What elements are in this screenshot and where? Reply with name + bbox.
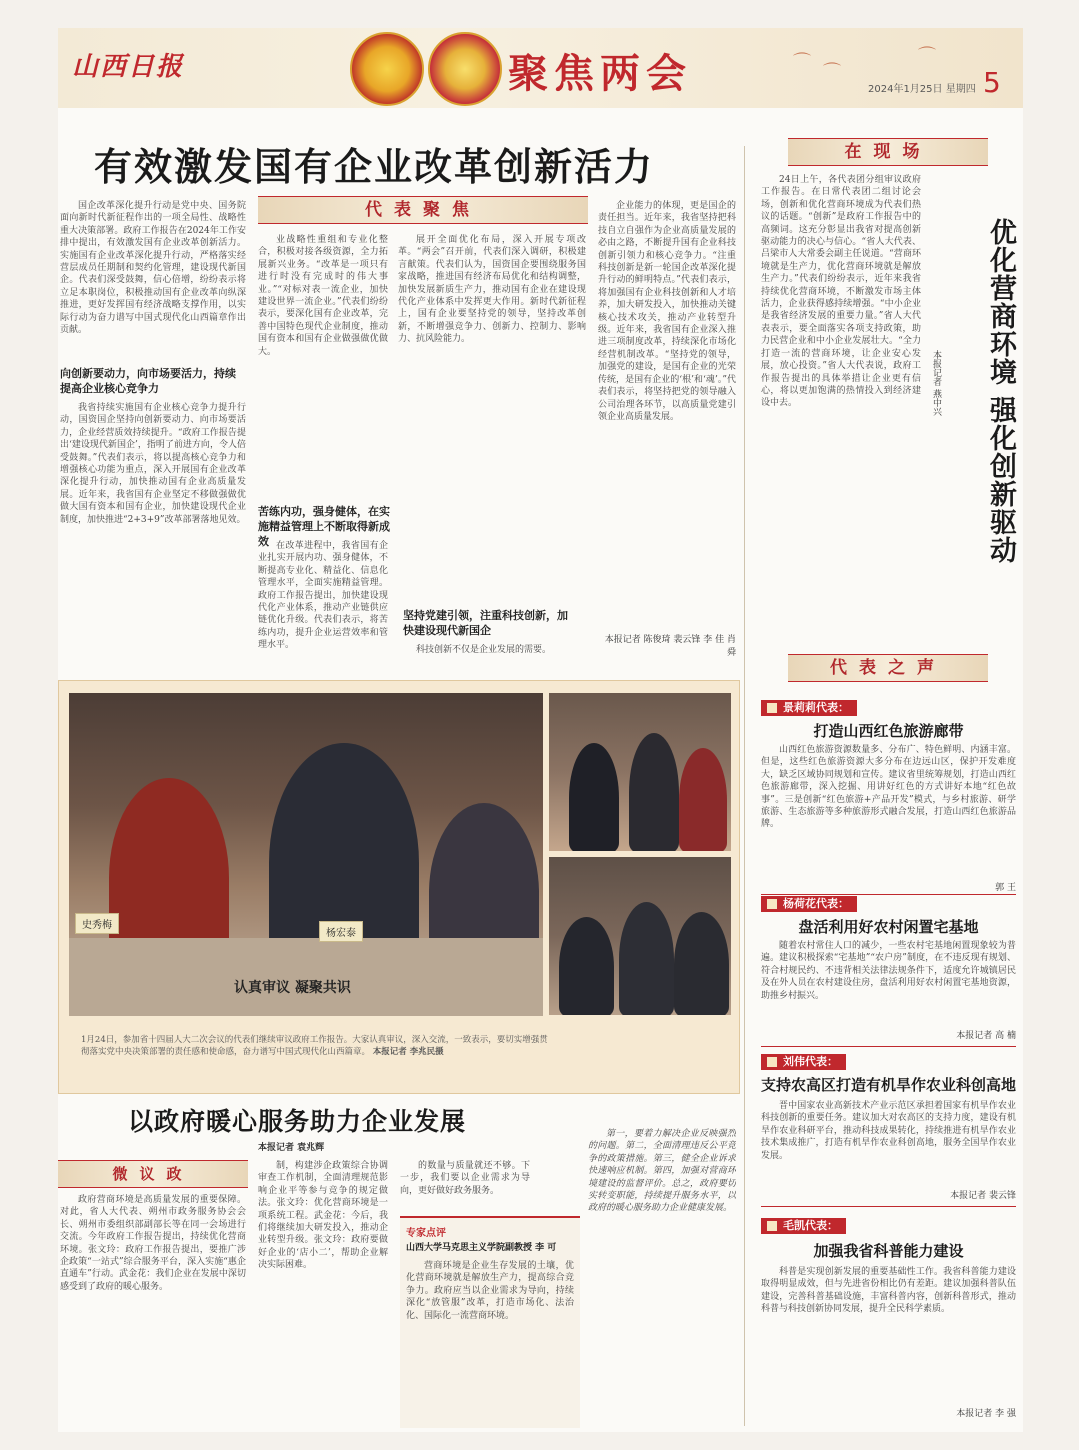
rep-byline: 郭 王 xyxy=(995,883,1016,893)
article-column-1b xyxy=(60,402,246,672)
newspaper-logo: 山西日报 xyxy=(72,52,185,82)
bottom-byline: 本报记者 袁兆辉 xyxy=(258,1143,325,1153)
name-card: 史秀梅 xyxy=(75,913,119,934)
paragraph: 营商环境是企业生存发展的土壤，优化营商环境就是解放生产力，提高综合竞争力。政府应当以企业需求为导向，持续深化“放管服”改革，打造市场化、法治化、国际化一流营商环境。 xyxy=(406,1261,574,1321)
cppcc-emblem-icon xyxy=(428,32,502,106)
delegate-figure xyxy=(569,743,619,851)
rep-byline: 本报记者 高 楠 xyxy=(956,1031,1016,1041)
inset-photo-1 xyxy=(549,693,731,851)
subheading-1: 向创新要动力，向市场要活力，持续提高企业核心竞争力 xyxy=(60,367,236,395)
rep-label: 刘伟代表： xyxy=(761,1054,846,1070)
delegate-figure xyxy=(559,917,614,1015)
expert-comment-title: 专家点评 xyxy=(406,1228,446,1239)
delegate-figure xyxy=(674,912,729,1015)
delegate-figure xyxy=(619,902,674,1015)
paragraph: 业战略性重组和专业化整合，积极对接各级资源，全力拓展新兴业务。“改革是一项只有进行时没有完成时的伟大事业。”“对标对表一流企业，加快建设世界一流企业。”代表们纷纷表示，要深化国有企业改革，完善中国特色现代企业制度，推动国有资本和国有企业做强做优做大。 xyxy=(258,235,388,357)
paragraph: 第一，要着力解决企业反映强烈的问题。第二，全面清理违反公平竞争的政策措施。第三，健全企业诉求快速响应机制。第四，加强对营商环境建设的监督评价。总之，政府要切实转变职能，持续提升服务水平，以政府的暖心服务助力企业健康发展。 xyxy=(588,1129,736,1214)
divider xyxy=(761,1206,1016,1207)
rep-text xyxy=(761,1100,1016,1184)
expert-comment-text xyxy=(406,1260,574,1420)
subheading-3: 坚持党建引领，注重科技创新，加快建设现代新国企 xyxy=(403,609,568,637)
photo-caption-title: 认真审议 凝聚共识 xyxy=(234,980,351,996)
rep-title: 盘活利用好农村闲置宅基地 xyxy=(798,918,979,936)
paragraph: 晋中国家农业高新技术产业示范区承担着国家有机旱作农业科技创新的重要任务。建议加大对农高区的支持力度，建设有机旱作农业科研平台，推动科技成果转化，持续推进有机旱作农业技术集成推广，打造有机旱作农业科创高地，服务全国旱作农业发展。 xyxy=(761,1101,1016,1161)
photo-caption xyxy=(81,1034,551,1058)
rep-title: 加强我省科普能力建设 xyxy=(813,1242,964,1260)
paragraph: 制，构建涉企政策综合协调审查工作机制，全面清理规范影响企业平等参与竞争的规定做法。张文玲：优化营商环境是一项系统工程。武金花：今后，我们将继续加大研发投入，推动企业转型升级。张文玲：政府要做好企业的‘店小二’，帮助企业解决实际困难。 xyxy=(258,1161,388,1271)
article-column-3 xyxy=(398,234,586,619)
divider xyxy=(761,894,1016,895)
expert-author: 山西大学马克思主义学院副教授 李 可 xyxy=(406,1243,557,1253)
bird-icon: ⌒ xyxy=(823,62,841,83)
paragraph: 科技创新不仅是企业发展的需要。 xyxy=(416,645,552,655)
paragraph: 随着农村常住人口的减少，一些农村宅基地闲置现象较为普遍。建议积极探索“宅基地”“农户房”制度，在不违反现有规划、符合村规民约、不违背相关法律法规条件下，适度允许城镇居民及在外人员在农村建设住房，盘活利用好农村闲置宅基地资源，助推乡村振兴。 xyxy=(761,941,1016,1001)
photo-credit: 本报记者 李兆民摄 xyxy=(372,1047,444,1057)
main-photo xyxy=(69,693,543,1016)
section-tag-daibiao-jujiao: 代表聚焦 xyxy=(258,196,588,224)
paragraph: 企业能力的体现，更是国企的责任担当。近年来，我省坚持把科技自立自强作为企业高质量发展的必由之路，不断提升国有企业科技创新引领力和核心竞争力。“注重科技创新是新一轮国企改革深化提升行动的鲜明特点。”代表们表示，将加强国有企业科技创新和人才培养，加大研发投入，加快推动关键核心技术攻关，推动产业转型升级。近年来，我省国有企业深入推进三项制度改革，持续深化市场化经营机制改革。“坚持党的领导，加强党的建设，是国有企业的光荣传统，是国有企业的‘根’和‘魂’。”代表们表示，将坚持把党的领导融入公司治理各环节，以高质量党建引领企业高质量发展。 xyxy=(598,201,736,422)
bird-icon: ⌒ xyxy=(918,46,936,67)
masthead xyxy=(58,28,1023,108)
sidebar-article-text xyxy=(761,174,921,646)
caption-text: 1月24日，参加省十四届人大二次会议的代表们继续审议政府工作报告。大家认真审议，深入交流，一致表示，要切实增强贯彻落实党中央决策部署的责任感和使命感，奋力谱写中国式现代化山西篇章。 xyxy=(81,1035,548,1057)
paragraph: 科普是实现创新发展的重要基础性工作。我省科普能力建设取得明显成效，但与先进省份相比仍有差距。建议加强科普队伍建设，完善科普基础设施，丰富科普内容，创新科普形式，推动科普与科技创新协同发展，提升全民科学素质。 xyxy=(761,1267,1016,1315)
sidebar-vertical-byline: 本报记者 燕中兴 xyxy=(931,350,941,416)
bottom-column-3 xyxy=(400,1160,530,1212)
article-column-1 xyxy=(60,200,246,360)
rep-label: 景莉莉代表： xyxy=(761,700,857,716)
article-column-2 xyxy=(258,234,388,502)
inset-photo-2 xyxy=(549,857,731,1015)
bird-icon: ⌒ xyxy=(793,52,811,73)
article-byline: 本报记者 陈俊琦 裴云锋 李 佳 肖 舜 xyxy=(604,635,736,658)
article-column-2b xyxy=(258,540,388,672)
delegate-figure xyxy=(679,748,727,851)
divider xyxy=(761,1046,1016,1047)
rep-label: 毛凯代表： xyxy=(761,1218,846,1234)
main-headline: 有效激发国有企业改革创新活力 xyxy=(94,145,655,189)
section-tag-daibiao-zhisheng: 代表之声 xyxy=(788,654,988,682)
paragraph: 在改革进程中，我省国有企业扎实开展内功、强身健体，不断提高专业化、精益化、信息化管理水平，全面实施精益管理。政府工作报告提出，加快建设现代化产业体系，推动产业链供应链优化升级。代表们表示，将苦练内功，提升企业运营效率和管理水平。 xyxy=(258,541,388,651)
sidebar-vertical-headline: 优化营商环境 强化创新驱动 xyxy=(985,218,1016,565)
expert-comment-box xyxy=(400,1216,580,1428)
rep-byline: 本报记者 裴云锋 xyxy=(950,1191,1016,1201)
rep-text xyxy=(761,744,1016,876)
rep-text xyxy=(761,1266,1016,1398)
bottom-headline: 以政府暖心服务助力企业发展 xyxy=(128,1107,467,1136)
section-tag-zaixianchang: 在现场 xyxy=(788,138,988,166)
rep-byline: 本报记者 李 强 xyxy=(956,1409,1016,1419)
paragraph: 国企改革深化提升行动是党中央、国务院面向新时代新征程作出的一项全局性、战略性重大决策部署。政府工作报告在2024年工作安排中提出，有效激发国有企业改革创新活力。实施国有企业改革深化提升行动，严格落实经营层成员任期制和契约化管理，建设现代新国企。代表们深受鼓舞，信心倍增，纷纷表示将立足本职岗位，积极推动国有企业改革向纵深推进，更好发挥国有经济战略支撑作用，以实际行动为奋力谱写中国式现代化山西篇章作出贡献。 xyxy=(60,201,246,336)
photo-feature xyxy=(58,680,740,1094)
delegate-figure xyxy=(629,733,679,851)
article-column-4 xyxy=(598,200,736,630)
section-tag-weiyizheng: 微议政 xyxy=(58,1160,248,1188)
rep-text xyxy=(761,940,1016,1024)
column-divider xyxy=(744,146,745,1426)
page-number: 5 xyxy=(983,66,1001,99)
rep-title: 支持农高区打造有机旱作农业科创高地 xyxy=(761,1076,1017,1094)
rep-label: 杨荷花代表： xyxy=(761,896,857,912)
bottom-column-4 xyxy=(588,1128,736,1424)
subheading-2: 苦练内功，强身健体，在实施精益管理上不断取得新成效 xyxy=(258,505,390,548)
bottom-column-1 xyxy=(60,1194,246,1424)
paragraph: 24日上午，各代表团分组审议政府工作报告。在日常代表团二组讨论会场，创新和优化营商环境成为代表们热议的话题。“创新”是政府工作报告中的高频词。这充分彰显出我省对提高创新驱动能力的决心与信心。“省人大代表、吕梁市人大常委会副主任说道。“营商环境就是生产力，优化营商环境就是解放生产力。”代表们纷纷表示，近年来我省持续优化营商环境，不断激发市场主体活力，企业获得感持续增强。“中小企业是我省经济发展的重要力量。”省人大代表表示，要全面落实各项支持政策，助力民营企业和中小企业发展壮大。“全力打造一流的营商环境，让企业安心发展，放心投资。”省人大代表说，政府工作报告提出的具体举措让企业更有信心，将以更加饱满的热情投入到经济建设中去。 xyxy=(761,175,921,409)
article-column-3b xyxy=(398,644,586,668)
name-card: 杨宏泰 xyxy=(319,921,363,942)
issue-date: 2024年1月25日 星期四 xyxy=(868,84,976,95)
masthead-title: 聚焦两会 xyxy=(508,50,692,97)
paragraph: 山西红色旅游资源数量多、分布广、特色鲜明、内涵丰富。但是，这些红色旅游资源大多分布在边远山区，保护开发难度大，缺乏区域协同规划和宣传。建议省里统筹规划，打造山西红色旅游廊带，深入挖掘、用讲好红色的方式讲好本地“红色故事”。三是创新“红色旅游+产品开发”模式，与乡村旅游、研学旅游、生态旅游等多种旅游形式融合发展，打造山西红色旅游品牌。 xyxy=(761,745,1016,830)
paragraph: 展开全面优化布局，深入开展专项改革。“两会”召开前，代表们深入调研，积极建言献策。代表们认为，国资国企要围绕服务国家战略，推进国有经济布局优化和结构调整，加快发展新质生产力，推动国有企业在建设现代化产业体系中发挥更大作用。新时代新征程上，国有企业要坚持党的领导，坚持改革创新，不断增强竞争力、创新力、控制力、影响力、抗风险能力。 xyxy=(398,235,586,345)
paragraph: 我省持续实施国有企业核心竞争力提升行动，国资国企坚持向创新要动力、向市场要活力，企业经营质效持续提升。“政府工作报告提出‘建设现代新国企’，指明了前进方向，令人倍受鼓舞。”代表们表示，将以提高核心竞争力和增强核心功能为重点，深入开展国有企业改革深化提升行动，加快推动国有企业高质量发展。近年来，我省国有企业坚定不移做强做优做大国有资本和国有企业，加快建设现代企业制度，加快推进“2+3+9”改革部署落地见效。 xyxy=(60,403,246,525)
bottom-column-2 xyxy=(258,1160,388,1424)
paragraph: 的数量与质量就还不够。下一步，我们要以企业需求为导向，更好做好政务服务。 xyxy=(400,1161,530,1196)
rep-title: 打造山西红色旅游廊带 xyxy=(813,722,964,740)
newspaper-page xyxy=(58,28,1023,1432)
paragraph: 政府营商环境是高质量发展的重要保障。对此，省人大代表、朔州市政务服务协会会长、朔州市委组织部副部长等在同一会场进行交流。今年政府工作报告提出，持续优化营商环境。张文玲：政府工作报告提出，要推广涉企政策“一站式”综合服务平台，深入实施“惠企直通车”行动。武金花：我们企业在发展中深切感受到了政府的暖心服务。 xyxy=(60,1195,246,1292)
national-emblem-icon xyxy=(350,32,424,106)
